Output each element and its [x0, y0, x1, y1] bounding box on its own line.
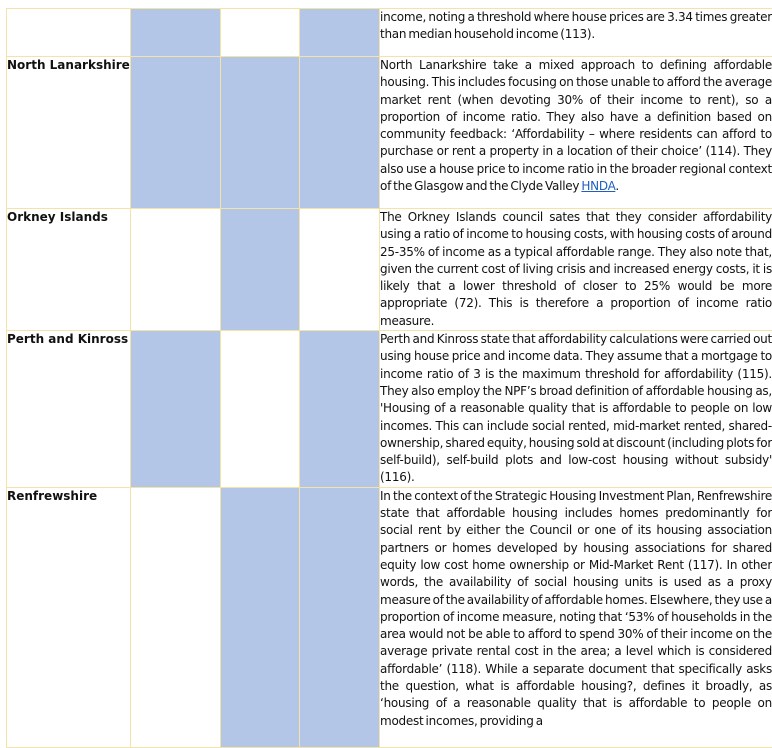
measure-indicator-cell-3 — [300, 331, 380, 488]
council-affordability-table — [6, 8, 772, 748]
description-text: North Lanarkshire take a mixed approach to defining affordable housing. This includes focusing on those unable to afford the average market rent (when devoting 30% of their income to rent), so a proportion of income ratio. They also have a definition based on community feedback: ‘Affordability – where residents can afford to purchase or rent a property in a location of their choice’ (114). They also use a house price to income ratio in the broader regional context of the Glasgow and the Clyde Valley — [380, 58, 772, 193]
council-name-cell: North Lanarkshire — [7, 57, 131, 209]
measure-indicator-cell-2 — [221, 209, 300, 331]
description-cell — [380, 9, 772, 57]
description-text: income, noting a threshold where house prices are 3.34 times greater than median household income (113). — [380, 10, 772, 41]
measure-indicator-cell-1 — [131, 209, 221, 331]
measure-indicator-cell-2 — [221, 331, 300, 488]
description-cell — [380, 209, 772, 331]
description-text: The Orkney Islands council sates that they consider affordability using a ratio of income to housing costs, with housing costs of around 25-35% of income as a typical affordable range. They also note that, given the current cost of living crisis and increased energy costs, it is likely that a lower threshold of closer to 25% would be more appropriate (72). This is therefore a proportion of income ratio measure. — [380, 210, 772, 328]
measure-indicator-cell-2 — [221, 57, 300, 209]
description-text: Perth and Kinross state that affordability calculations were carried out using house price and income data. They assume that a mortgage to income ratio of 3 is the maximum threshold for affordability (115). They also employ the NPF’s broad definition of affordable housing as, 'Housing of a reasonable quality that is affordable to people on low incomes. This can include social rented, mid-market rented, shared-ownership, shared equity, housing sold at discount (including plots for self-build), self-build plots and low-cost housing without subsidy' (116). — [380, 332, 772, 484]
measure-indicator-cell-2 — [221, 487, 300, 747]
measure-indicator-cell-1 — [131, 57, 221, 209]
table-row — [7, 331, 772, 488]
description-cell — [380, 487, 772, 747]
measure-indicator-cell-3 — [300, 57, 380, 209]
description-tail: . — [615, 179, 619, 193]
council-name-cell: Renfrewshire — [7, 487, 131, 747]
measure-indicator-cell-2 — [221, 9, 300, 57]
description-cell — [380, 331, 772, 488]
description-cell — [380, 57, 772, 209]
measure-indicator-cell-3 — [300, 209, 380, 331]
measure-indicator-cell-1 — [131, 9, 221, 57]
measure-indicator-cell-3 — [300, 9, 380, 57]
hnda-link[interactable]: HNDA — [581, 179, 615, 193]
council-name-cell: Orkney Islands — [7, 209, 131, 331]
table-row — [7, 209, 772, 331]
measure-indicator-cell-3 — [300, 487, 380, 747]
council-name-cell — [7, 9, 131, 57]
measure-indicator-cell-1 — [131, 331, 221, 488]
description-text: In the context of the Strategic Housing Investment Plan, Renfrewshire state that affordable housing includes homes predominantly for social rent by either the Council or one of its housing association partners or homes developed by housing associations for shared equity low cost home ownership or Mid-Market Rent (117). In other words, the availability of social housing units is used as a proxy measure of the availability of affordable homes. Elsewhere, they use a proportion of income measure, noting that ‘53% of households in the area would not be able to afford to spend 30% of their income on the average private rental cost in the area; a level which is considered affordable’ (118). While a separate document that specifically asks the question, what is affordable housing?, defines it broadly, as ‘housing of a reasonable quality that is affordable to people on modest incomes, providing a — [380, 489, 772, 728]
measure-indicator-cell-1 — [131, 487, 221, 747]
table-row — [7, 9, 772, 57]
table-row — [7, 57, 772, 209]
table-row — [7, 487, 772, 747]
council-name-cell: Perth and Kinross — [7, 331, 131, 488]
